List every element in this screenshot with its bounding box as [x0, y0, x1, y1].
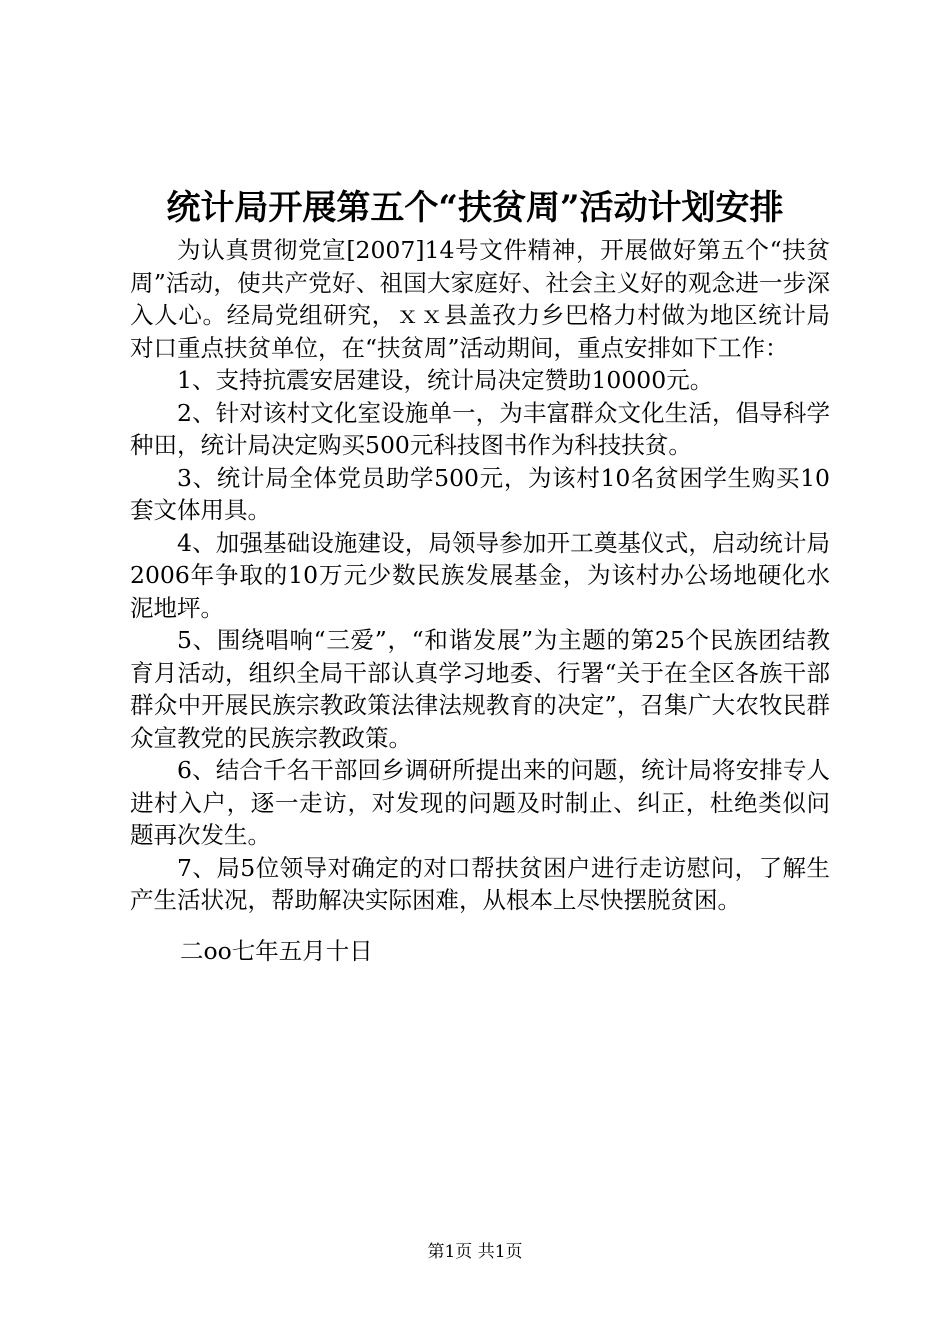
item-paragraph-1: 1、支持抗震安居建设，统计局决定赞助10000元。 — [177, 366, 714, 394]
item-paragraph-6: 6、结合千名干部回乡调研所提出来的问题，统计局将安排专人进村入户，逐一走访，对发现的问题及时制止、纠正，杜绝类似问题再次发生。 — [130, 756, 830, 849]
item-paragraph-7: 7、局5位领导对确定的对口帮扶贫困户进行走访慰问，了解生产生活状况，帮助解决实际困难，从根本上尽快摆脱贫困。 — [130, 853, 830, 914]
item-paragraph-2: 2、针对该村文化室设施单一，为丰富群众文化生活，倡导科学种田，统计局决定购买500元科技图书作为科技扶贫。 — [130, 398, 830, 459]
item-paragraph-4: 4、加强基础设施建设，局领导参加开工奠基仪式，启动统计局2006年争取的10万元少数民族发展基金，为该村办公场地硬化水泥地坪。 — [130, 528, 830, 622]
item-paragraph-3: 3、统计局全体党员助学500元，为该村10名贫困学生购买10套文体用具。 — [130, 463, 830, 524]
document-date: 二oo七年五月十日 — [180, 937, 373, 965]
intro-paragraph: 为认真贯彻党宣[2007]14号文件精神，开展做好第五个“扶贫周”活动，使共产党好、祖国大家庭好、社会主义好的观念进一步深入人心。经局党组研究，ｘｘ县盖孜力乡巴格力村做为地区统计局对口重点扶贫单位，在“扶贫周”活动期间，重点安排如下工作： — [130, 236, 830, 362]
item-paragraph-5: 5、围绕唱响“三爱”，“和谐发展”为主题的第25个民族团结教育月活动，组织全局干部认真学习地委、行署“关于在全区各族干部群众中开展民族宗教政策法律法规教育的决定”，召集广大农牧民群众宣教党的民族宗教政策。 — [130, 626, 830, 752]
document-title: 统计局开展第五个“扶贫周”活动计划安排 — [166, 188, 784, 228]
page-number-footer: 第1页 共1页 — [427, 1242, 523, 1262]
document-body — [130, 234, 830, 917]
